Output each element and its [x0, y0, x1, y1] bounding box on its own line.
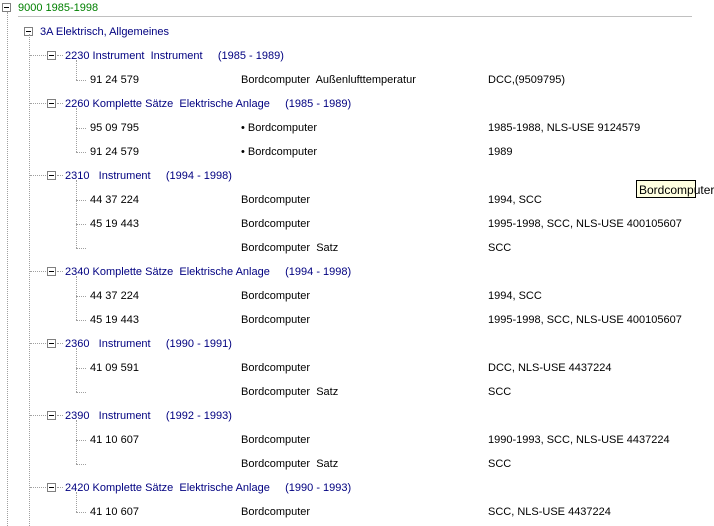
collapse-toggle-icon[interactable]	[47, 483, 56, 492]
tree-connector	[57, 55, 63, 56]
tree-connector	[30, 271, 46, 272]
tree-connector	[76, 420, 77, 464]
collapse-toggle-icon[interactable]	[47, 339, 56, 348]
tree-connector	[57, 103, 63, 104]
part-note: 1994, SCC	[488, 194, 542, 206]
part-number: 41 10 607	[90, 506, 139, 518]
tree-group-label[interactable]: 2360 Instrument (1990 - 1991)	[65, 338, 232, 350]
part-number: 91 24 579	[90, 146, 139, 158]
part-row[interactable]	[0, 504, 692, 520]
part-description: Bordcomputer	[241, 506, 311, 518]
tree-connector	[76, 464, 86, 465]
tree-root-row[interactable]	[0, 0, 692, 16]
part-row[interactable]	[0, 144, 692, 160]
part-row[interactable]	[0, 72, 692, 88]
part-description: Bordcomputer	[241, 434, 311, 446]
tree-group-label[interactable]: 2260 Komplette Sätze Elektrische Anlage (1985 - 1989)	[65, 98, 352, 110]
tree-connector	[76, 224, 86, 225]
part-description: Bordcomputer	[241, 314, 311, 326]
tree-connector	[76, 60, 77, 80]
tree-group-row[interactable]	[0, 264, 692, 280]
part-number: 45 19 443	[90, 218, 139, 230]
part-row[interactable]	[0, 120, 692, 136]
tree-connector	[57, 343, 63, 344]
tree-connector	[76, 128, 86, 129]
collapse-toggle-icon[interactable]	[47, 411, 56, 420]
part-description: • Bordcomputer	[241, 122, 317, 134]
tree-group-label[interactable]: 2310 Instrument (1994 - 1998)	[65, 170, 232, 182]
tree-connector	[76, 180, 77, 248]
part-description: Bordcomputer Außenlufttemperatur	[241, 74, 416, 86]
tree-connector	[57, 415, 63, 416]
part-row[interactable]	[0, 432, 692, 448]
part-number: 41 10 607	[90, 434, 139, 446]
tree-group-row[interactable]	[0, 168, 692, 184]
tree-connector	[76, 80, 86, 81]
part-note: SCC	[488, 242, 512, 254]
part-description: Bordcomputer Satz	[241, 386, 339, 398]
collapse-toggle-icon[interactable]	[47, 51, 56, 60]
collapse-toggle-icon[interactable]	[47, 267, 56, 276]
part-row[interactable]	[0, 312, 692, 328]
part-description: Bordcomputer	[241, 218, 311, 230]
tree-group-label[interactable]: 2390 Instrument (1992 - 1993)	[65, 410, 232, 422]
part-number: 41 09 591	[90, 362, 139, 374]
tree-connector	[29, 34, 30, 526]
part-description: Bordcomputer Satz	[241, 242, 339, 254]
tree-connector	[76, 276, 77, 320]
tree-connector	[76, 392, 86, 393]
tree-group-row[interactable]	[0, 96, 692, 112]
part-note: 1989	[488, 146, 513, 158]
tree-connector	[76, 368, 86, 369]
part-note: DCC,(9509795)	[488, 74, 566, 86]
tree-group-row[interactable]	[0, 336, 692, 352]
tree-section-label[interactable]: 3A Elektrisch, Allgemeines	[40, 26, 170, 38]
tree-connector	[76, 152, 86, 153]
tree-connector	[30, 175, 46, 176]
tree-group-row[interactable]	[0, 48, 692, 64]
part-description: • Bordcomputer	[241, 146, 317, 158]
tree-connector	[30, 487, 46, 488]
part-row[interactable]	[0, 360, 692, 376]
part-row[interactable]	[0, 384, 692, 400]
tree-connector	[76, 248, 86, 249]
part-note: SCC	[488, 458, 512, 470]
tree-connector	[7, 12, 8, 526]
root-divider	[18, 16, 692, 17]
tooltip: Bordcomputer	[636, 180, 696, 198]
tree-connector	[76, 440, 86, 441]
tree-group-label[interactable]: 2420 Komplette Sätze Elektrische Anlage (1990 - 1993)	[65, 482, 352, 494]
tree-group-label[interactable]: 2230 Instrument Instrument (1985 - 1989)	[65, 50, 284, 62]
tree-group-row[interactable]	[0, 408, 692, 424]
tree-connector	[30, 55, 46, 56]
tree-connector	[30, 415, 46, 416]
part-note: 1994, SCC	[488, 290, 542, 302]
tree-connector	[57, 487, 63, 488]
part-row[interactable]	[0, 192, 692, 208]
collapse-toggle-icon[interactable]	[47, 99, 56, 108]
part-note: 1990-1993, SCC, NLS-USE 4437224	[488, 434, 670, 446]
tree-group-label[interactable]: 2340 Komplette Sätze Elektrische Anlage (1994 - 1998)	[65, 266, 352, 278]
tree-connector	[76, 320, 86, 321]
tree-connector	[76, 512, 86, 513]
part-note: SCC	[488, 386, 512, 398]
part-row[interactable]	[0, 240, 692, 256]
tree-group-row[interactable]	[0, 480, 692, 496]
tree-connector	[76, 296, 86, 297]
part-note: 1995-1998, SCC, NLS-USE 400105607	[488, 218, 682, 230]
tree-connector	[76, 492, 77, 512]
tree-connector	[30, 343, 46, 344]
part-row[interactable]	[0, 216, 692, 232]
tree-connector	[76, 108, 77, 152]
tree-connector	[30, 103, 46, 104]
part-description: Bordcomputer	[241, 362, 311, 374]
collapse-toggle-icon[interactable]	[47, 171, 56, 180]
part-row[interactable]	[0, 456, 692, 472]
part-note: DCC, NLS-USE 4437224	[488, 362, 612, 374]
tree-connector	[76, 348, 77, 392]
tree-section-row[interactable]	[0, 24, 692, 40]
part-number: 44 37 224	[90, 194, 139, 206]
tree-connector	[57, 271, 63, 272]
part-description: Bordcomputer Satz	[241, 458, 339, 470]
tree-connector	[57, 175, 63, 176]
collapse-toggle-icon[interactable]	[2, 3, 11, 12]
tree-connector	[76, 200, 86, 201]
part-number: 44 37 224	[90, 290, 139, 302]
part-note: 1995-1998, SCC, NLS-USE 400105607	[488, 314, 682, 326]
part-description: Bordcomputer	[241, 290, 311, 302]
part-number: 95 09 795	[90, 122, 139, 134]
part-note: SCC, NLS-USE 4437224	[488, 506, 611, 518]
part-row[interactable]	[0, 288, 692, 304]
tree-root-label[interactable]: 9000 1985-1998	[18, 2, 99, 14]
part-number: 91 24 579	[90, 74, 139, 86]
part-number: 45 19 443	[90, 314, 139, 326]
part-note: 1985-1988, NLS-USE 9124579	[488, 122, 641, 134]
part-description: Bordcomputer	[241, 194, 311, 206]
